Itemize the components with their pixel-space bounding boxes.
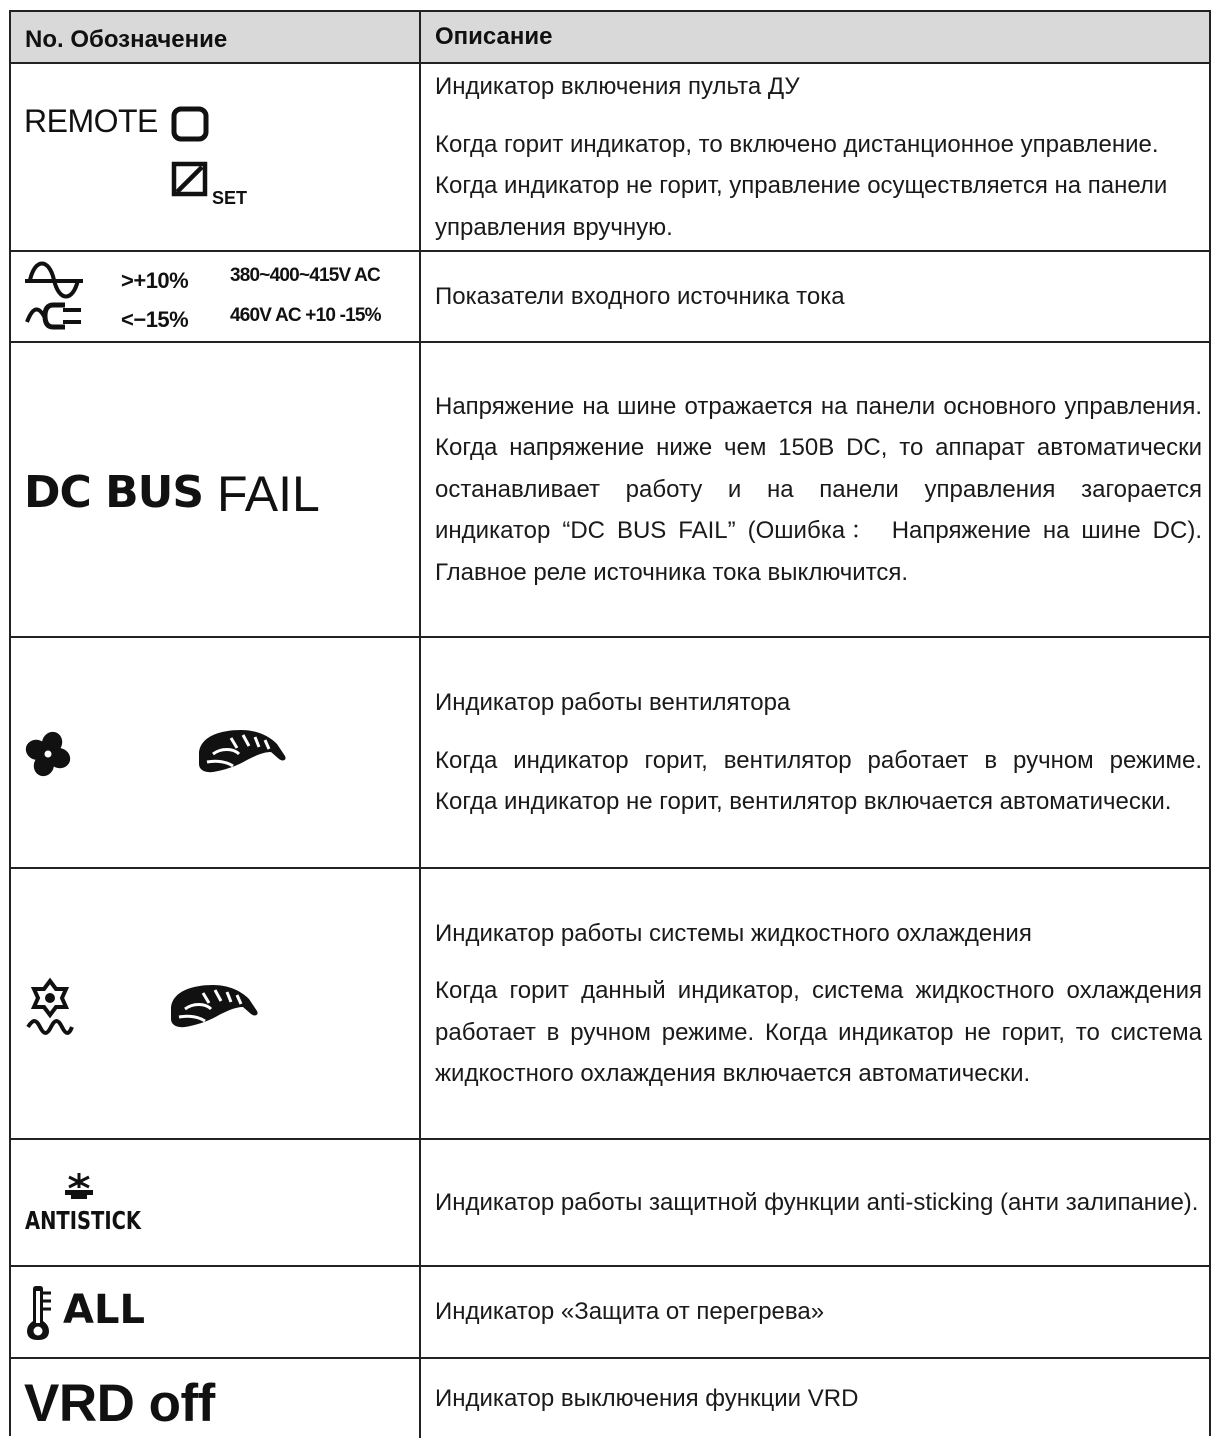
voltage-range-label: 380~400~415V AC [230,265,380,286]
voltage-460-label: 460V AC +10 -15% [230,305,381,326]
table-row-dc-bus-fail [11,343,1209,638]
header-label-symbol: No. Обозначение [25,26,228,53]
description-text: Когда горит данный индикатор, система жидкостного охлаждения работает в ручном режиме. Когда индикатор не горит, то система жидкостного охлаждения включается автоматически. [435,977,1202,1087]
tolerance-plus-label: >+10% [121,268,189,293]
description-cell [421,638,1209,867]
table-row-liquid-cooling [11,869,1209,1140]
description-text: Индикатор выключения функции VRD [435,1384,859,1412]
thermometer-icon [27,1285,53,1346]
description-cell [421,1267,1209,1357]
table-row-antistick [11,1140,1209,1267]
description-text: Когда горит индикатор, то включено дистанционное управление. Когда индикатор не горит, управление осуществляется на панели управления вручную. [435,130,1168,241]
table-row-vrd-off [11,1359,1209,1438]
description-cell [421,1359,1209,1438]
table-header-row [11,12,1209,64]
square-slash-icon [171,161,209,202]
description-cell [421,343,1209,636]
table-row-input-power [11,252,1209,343]
header-cell-symbol [11,12,421,62]
hand-icon [191,726,291,783]
header-label-description: Описание [435,23,553,50]
description-cell [421,252,1209,341]
description-cell [421,1140,1209,1265]
description-title: Показатели входного источника тока [435,282,845,310]
plug-icon [25,300,83,337]
description-text: Индикатор работы защитной функции anti-sticking (анти залипание). [435,1188,1199,1216]
table-row-fan [11,638,1209,869]
symbol-cell [11,1267,421,1357]
symbol-cell [11,64,421,250]
description-title: Индикатор включения пульта ДУ [435,73,800,100]
table-row-remote [11,64,1209,252]
symbol-cell [11,869,421,1138]
symbol-cell [11,1359,421,1438]
ac-sine-icon [25,260,83,305]
description-cell [421,869,1209,1138]
description-title: Индикатор работы вентилятора [435,689,791,717]
set-label: SET [212,188,248,208]
symbol-cell [11,638,421,867]
tolerance-minus-label: <−15% [121,307,189,332]
description-text: Индикатор «Защита от перегрева» [435,1298,825,1326]
description-title: Индикатор работы системы жидкостного охлаждения [435,919,1032,947]
all-label: ALL [63,1287,145,1333]
remote-label: REMOTE [24,103,158,139]
fan-icon [24,730,72,783]
header-cell-description [421,12,1209,62]
square-outline-icon [171,106,209,147]
symbol-cell [11,1140,421,1265]
liquid-cooling-icon [24,977,76,1042]
description-text: Напряжение на шине отражается на панели основного управления. Когда напряжение ниже чем 150В DC, то аппарат автоматически останавливает работу и на панели управления загорается индикатор “DC BUS FAIL” (Ошибка： Напряжение на шине DC). Главное реле источника тока выключится. [435,392,1202,586]
antistick-label: ANTISTICK [25,1206,142,1235]
symbol-cell [11,343,421,636]
table-row-overheat [11,1267,1209,1359]
description-text: Когда индикатор горит, вентилятор работает в ручном режиме. Когда индикатор не горит, вентилятор включается автоматически. [435,746,1202,816]
fail-label: FAIL [217,466,320,522]
description-cell [421,64,1209,250]
dc-bus-label: DC BUS [24,467,204,518]
anti-stick-icon [63,1172,95,1205]
vrd-off-label: VRD off [24,1374,215,1433]
symbol-cell [11,252,421,341]
indicator-table [9,10,1211,1436]
hand-icon [163,981,263,1038]
